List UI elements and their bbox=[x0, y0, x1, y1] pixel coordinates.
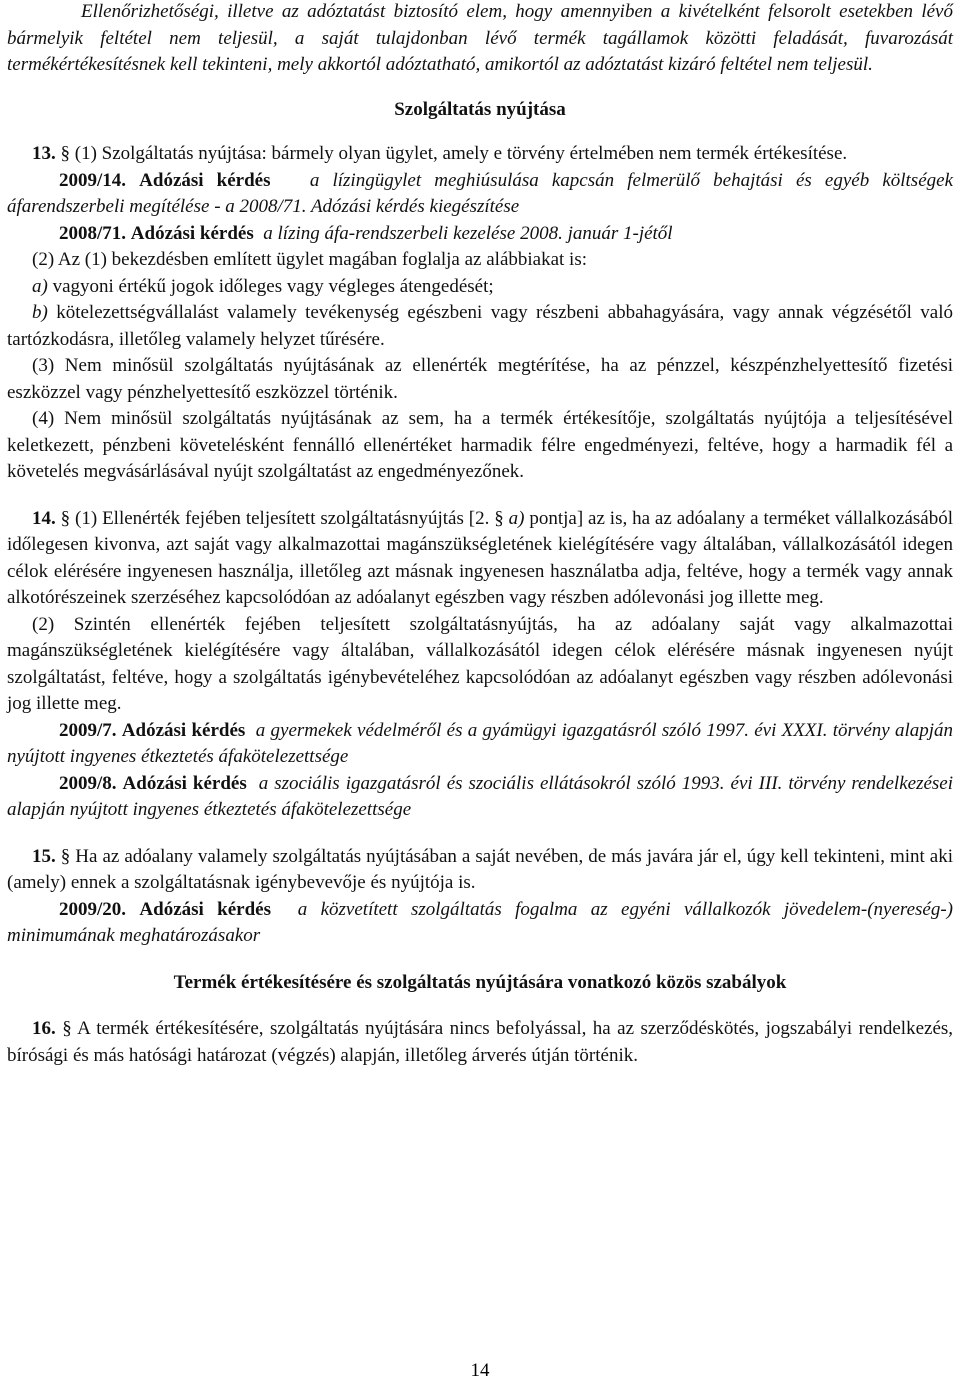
reference-code: 2009/14. bbox=[59, 169, 127, 191]
reference-text: a gyermekek védelméről és a gyámügyi igazgatásról szóló 1997. évi XXXI. törvény alapján nyújtott ingyenes étkeztetés áfakötelezettsége bbox=[7, 719, 954, 767]
reference-label: Adózási kérdés bbox=[139, 898, 271, 920]
section-14-paragraph-1 bbox=[7, 506, 953, 612]
reference-label: Adózási kérdés bbox=[130, 222, 254, 244]
reference-label: Adózási kérdés bbox=[139, 169, 271, 191]
reference-code: 2009/8. bbox=[59, 772, 117, 794]
section-13-point-a bbox=[7, 274, 953, 301]
reference-text: a szociális igazgatásról és szociális ellátásokról szóló 1993. évi III. törvény rendelkezései alapján nyújtott ingyenes étkeztetés áfakötelezettsége bbox=[7, 772, 953, 820]
section-13-paragraph-2: (2) Az (1) bekezdésben említett ügylet magában foglalja az alábbiakat is: bbox=[32, 249, 587, 270]
reference-label: Adózási kérdés bbox=[122, 772, 247, 794]
reference-2009-8 bbox=[7, 771, 953, 824]
paragraph-symbol: § bbox=[60, 143, 70, 164]
section-number: 15. bbox=[32, 845, 56, 867]
paragraph-symbol: § bbox=[60, 845, 71, 867]
reference-2009-20 bbox=[7, 897, 953, 950]
paragraph-text: (1) Ellenérték fejében teljesített szolgáltatásnyújtás [2. bbox=[75, 507, 490, 529]
point-label: b) bbox=[32, 302, 48, 323]
heading-kozos-szabalyok: Termék értékesítésére és szolgáltatás nyújtására vonatkozó közös szabályok bbox=[173, 971, 787, 993]
reference-text: a lízingügylet meghiúsulása kapcsán felmerülő behajtási és egyéb költségek áfarendszerbeli megítélése - a 2008/71. Adózási kérdés kiegészítése bbox=[7, 169, 953, 217]
reference-text: a közvetített szolgáltatás fogalma az egyéni vállalkozók jövedelem-(nyereség-) minimumának meghatározásakor bbox=[7, 898, 954, 946]
point-text: vagyoni értékű jogok időleges vagy végleges átengedését; bbox=[52, 275, 494, 297]
reference-2009-14 bbox=[7, 168, 953, 221]
point-label: a) bbox=[508, 507, 525, 529]
paragraph-symbol: § bbox=[494, 507, 504, 529]
document-page bbox=[7, 0, 953, 1069]
section-13-paragraph-1 bbox=[7, 141, 953, 168]
intro-paragraph: Ellenőrizhetőségi, illetve az adóztatást biztosító elem, hogy amennyiben a kivételként felsorolt esetekben lévő bármelyik feltétel nem teljesül, a saját tulajdonban lévő termék tagállamok közötti feladását, fuvarozását termékértékesítésnek kell tekinteni, mely akkortól adóztatható, amikortól az adóztatást kizáró feltétel nem teljesül. bbox=[7, 1, 953, 75]
page-number: 14 bbox=[470, 1360, 490, 1381]
point-text: kötelezettségvállalást valamely tevékenység egészbeni vagy részbeni abbahagyására, vagy annak végzésétől való tartózkodásra, illetőleg valamely helyzet tűrésére. bbox=[7, 302, 953, 350]
paragraph-text: (1) Szolgáltatás nyújtása: bármely olyan ügylet, amely e törvény értelmében nem termék értékesítése. bbox=[74, 143, 848, 164]
point-label: a) bbox=[32, 275, 48, 297]
section-13-paragraph-3: (3) Nem minősül szolgáltatás nyújtásának az ellenérték megtérítése, ha az pénzzel, készpénzhelyettesítő fizetési eszközzel vagy pénzhelyettesítő eszközzel történik. bbox=[7, 355, 953, 403]
reference-code: 2008/71. bbox=[59, 222, 127, 244]
reference-text: a lízing áfa-rendszerbeli kezelése 2008. január 1-jétől bbox=[263, 222, 673, 244]
heading-szolgaltatas-nyujtasa: Szolgáltatás nyújtása bbox=[394, 98, 566, 120]
section-number: 16. bbox=[32, 1018, 56, 1039]
section-13-point-b bbox=[7, 300, 953, 353]
reference-2008-71 bbox=[7, 221, 953, 248]
section-14-paragraph-2: (2) Szintén ellenérték fejében teljesített szolgáltatásnyújtás, ha az adóalany saját vagy alkalmazottai magánszükségletének kielégítésére vagy általában, vállalkozásától idegen célok elérésére másnak ingyenesen nyújt szolgáltatást, feltéve, hogy a szolgáltatás igénybevételéhez kapcsolódóan az adóalanyt egészben vagy részben adólevonási jog illette meg. bbox=[7, 613, 953, 714]
reference-2009-7 bbox=[7, 718, 953, 771]
paragraph-symbol: § bbox=[62, 1018, 72, 1039]
paragraph-text: pontja] az is, ha az adóalany a terméket vállalkozásából időlegesen kivonva, azt saját vagy alkalmazottai magánszükségletének kielégítésére vagy általában, vállalkozásától idegen célok elérésére ingyenesen használja, illetőleg azt másnak ingyenesen használatba adja, feltéve, hogy a termék vagy annak alkotórészeinek szerzéséhez kapcsolódóan az adóalanyt egészben vagy részben adólevonási jog illette meg. bbox=[7, 507, 954, 608]
section-15-paragraph-1 bbox=[7, 844, 953, 897]
reference-label: Adózási kérdés bbox=[121, 719, 246, 741]
section-number: 14. bbox=[32, 507, 56, 529]
section-13-paragraph-4: (4) Nem minősül szolgáltatás nyújtásának az sem, ha a termék értékesítője, szolgáltatás nyújtója a teljesítésével keletkezett, pénzbeni követelésként fennálló ellenértéket harmadik félre engedményezi, feltéve, hogy a harmadik fél a követelés megvásárlásával nyújt szolgáltatást az engedményezőnek. bbox=[7, 408, 953, 482]
section-number: 13. bbox=[32, 143, 56, 164]
section-16-paragraph-1 bbox=[7, 1016, 953, 1069]
paragraph-symbol: § bbox=[60, 507, 71, 529]
reference-code: 2009/7. bbox=[59, 719, 117, 741]
reference-code: 2009/20. bbox=[59, 898, 127, 920]
paragraph-text: Ha az adóalany valamely szolgáltatás nyújtásában a saját nevében, de más javára jár el, úgy kell tekinteni, mint aki (amely) ennek a szolgáltatásnak igénybevevője és nyújtója is. bbox=[7, 845, 954, 893]
paragraph-text: A termék értékesítésére, szolgáltatás nyújtására nincs befolyással, ha az szerződéskötés, jogszabályi rendelkezés, bírósági és más hatósági határozat (végzés) alapján, illetőleg árverés útján történik. bbox=[7, 1018, 954, 1066]
